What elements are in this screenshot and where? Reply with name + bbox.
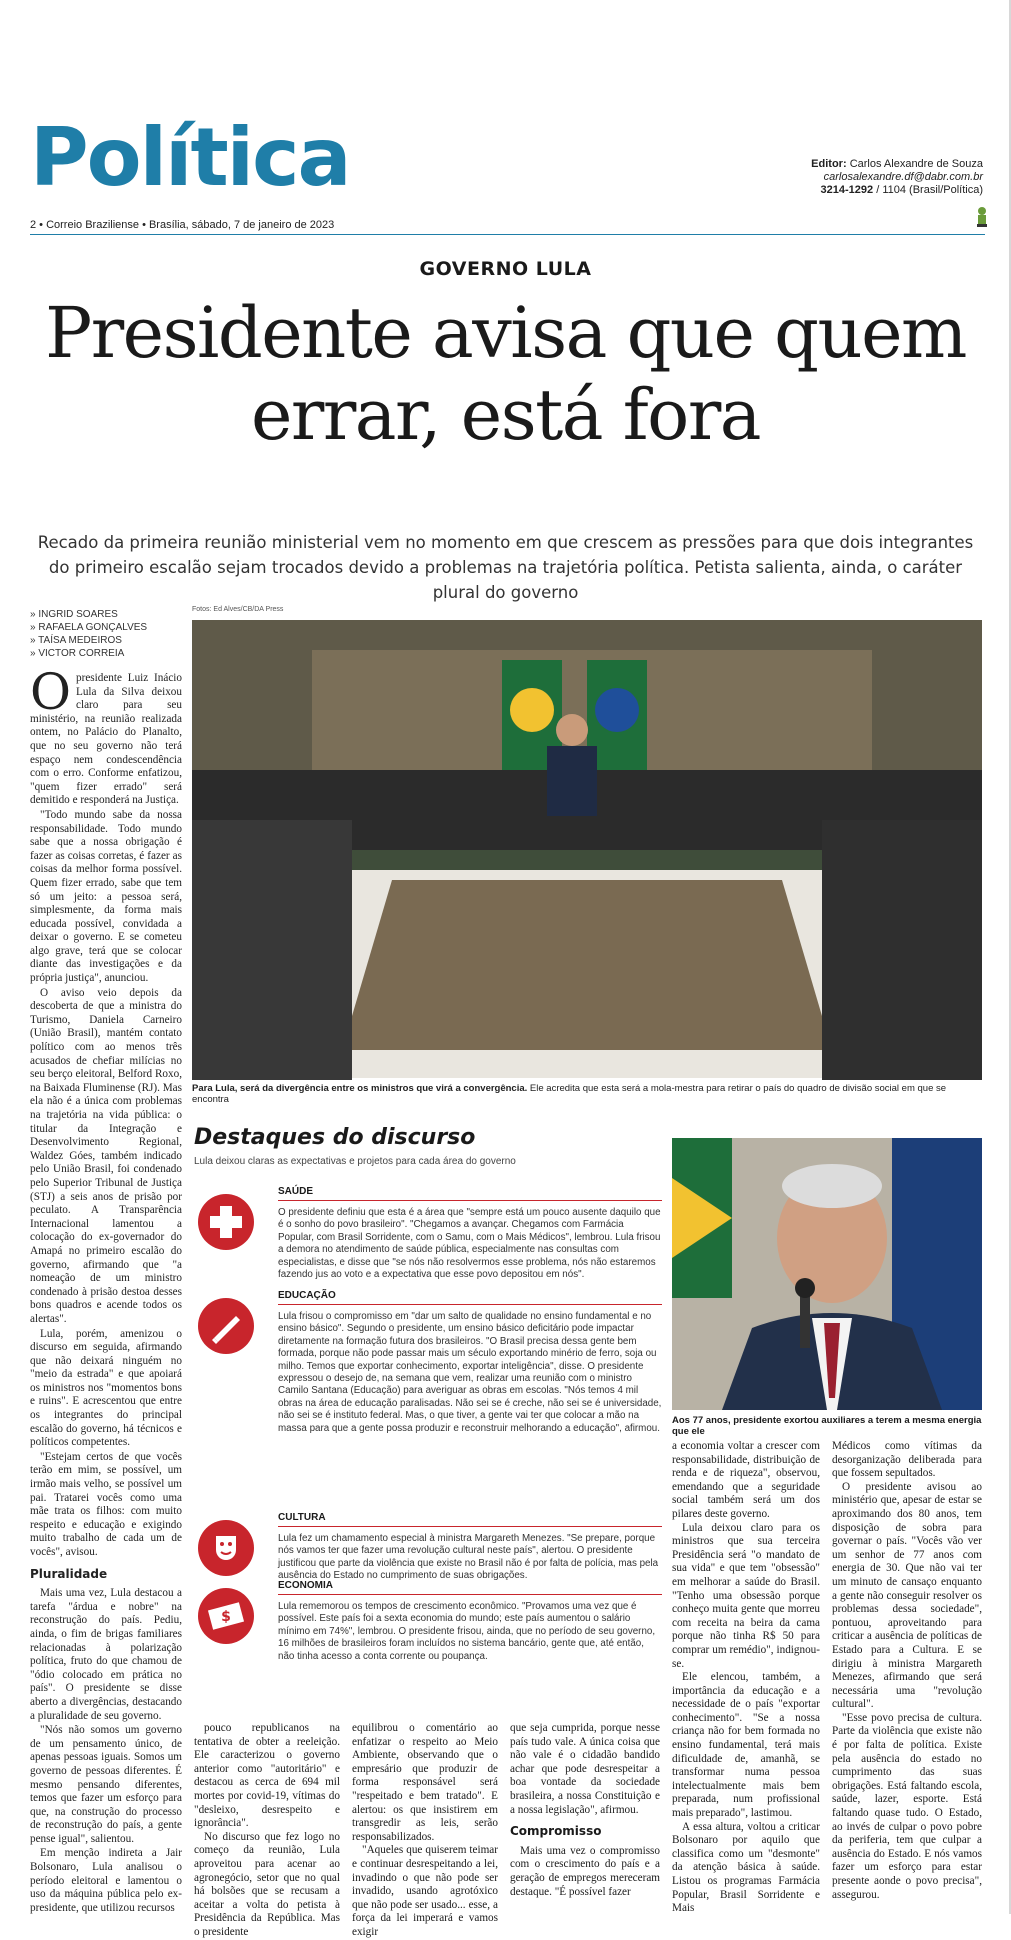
lead-paragraph: Opresidente Luiz Inácio Lula da Silva deixou claro para seu ministério, na reunião realizada ontem, no Palácio do Planalto, que no seu governo não terá espaço nem condescendência com o erro. Conforme enfatizou, "quem fizer errado" será demitido e responderá na Justiça. <box>30 663 182 807</box>
issue-line: 2 • Correio Braziliense • Brasília, sábado, 7 de janeiro de 2023 <box>30 219 335 231</box>
editor-label: Editor: <box>811 158 847 170</box>
paragraph: pouco republicanos na tentativa de obter a reeleição. Ele caracterizou o governo anterior como "autoritário" e destacou as cerca de 694 mil mortes por covid-19, vítimas do "desleixo, desrespeito e ignorância". <box>194 1722 340 1830</box>
paragraph: "Todo mundo sabe da nossa responsabilidade. Todo mundo sabe que a nossa obrigação é fazer as coisas corretas, é fazer as coisas da melhor forma possível. Quem fizer errado, sabe que tem só um jeito: a pessoa será, simplesmente, da forma mais educada possível, convidada a deixar o governo. E se cometeu algo grave, terá que se colocar diante das investigações e da própria justiça", anunciou. <box>30 808 182 985</box>
highlight-education <box>194 1290 662 1520</box>
paragraph: a economia voltar a crescer com responsabilidade, distribuição de renda e de riqueza", observou, emendando que a seguridade social também será um dos pilares deste governo. <box>672 1440 820 1520</box>
highlight-label: EDUCAÇÃO <box>278 1290 662 1305</box>
highlight-label: SAÚDE <box>278 1186 662 1201</box>
paragraph: No discurso que fez logo no começo da reunião, Lula aproveitou para acenar ao agronegócio, setor que no qual há bolsões que se recusam a aceitar a volta do petista à Presidência da República. Mas o presidente <box>194 1830 340 1938</box>
paragraph: Lula, porém, amenizou o discurso em seguida, afirmando que não deixará ninguém no "meio da estrada" e que apoiará os ministros nos "momentos bons e ruins". E acrescentou que entre os integrantes do principal escalão do governo, há técnicos e políticos competentes. <box>30 1327 182 1449</box>
subhead-compromisso: Compromisso <box>510 1824 602 1839</box>
highlight-body <box>278 1512 662 1583</box>
lula-image <box>672 1138 982 1410</box>
kicker: GOVERNO LULA <box>419 258 592 280</box>
paragraph: Em menção indireta a Jair Bolsonaro, Lula analisou o período eleitoral e lamentou o uso da máquina pública pelo ex-presidente, que utilizou recursos <box>30 1847 182 1914</box>
pencil-icon <box>198 1298 254 1354</box>
photo-caption-main <box>192 1083 982 1105</box>
editor-email[interactable]: carlosalexandre.df@dabr.com.br <box>823 171 983 183</box>
editor-box <box>811 158 983 197</box>
column-6 <box>832 1440 982 1902</box>
health-cross-icon <box>198 1194 254 1250</box>
column-4 <box>510 1722 660 1899</box>
highlight-label: CULTURA <box>278 1512 662 1527</box>
highlights-title: Destaques do discurso <box>194 1125 476 1150</box>
highlight-text: Lula rememorou os tempos de crescimento econômico. "Provamos uma vez que é possível. Este país foi a sexta economia do mundo; este país aumentou o salário mínimo em 74%", lembrou. O presidente frisou, ainda, que no período de seu governo, 16 milhões de brasileiros foram incluídos no sistema bancário, gente que, até então, não tinha acesso a conta corrente ou poupança. <box>278 1601 656 1662</box>
mascot-icon <box>975 206 989 228</box>
highlight-label: ECONOMIA <box>278 1580 662 1595</box>
theater-masks-icon <box>198 1520 254 1576</box>
column-3 <box>352 1722 498 1940</box>
header-rule <box>30 234 985 235</box>
highlight-body <box>278 1290 662 1435</box>
highlight-text: Lula fez um chamamento especial à ministra Margareth Menezes. "Se prepare, porque nós vamos ter que fazer uma revolução cultural neste país", alertou. O presidente justificou que parte da violência que existe no Brasil não é por falta de polícia, mas pela ausência do Estado no cumprimento de suas obrigações. <box>278 1533 659 1582</box>
byline: » INGRID SOARES <box>30 608 147 621</box>
photo-caption-secondary <box>672 1415 982 1437</box>
byline: » VICTOR CORREIA <box>30 647 147 660</box>
paragraph: equilibrou o comentário ao enfatizar o respeito ao Meio Ambiente, observando que o empresário que produzir de forma responsável será "respeitado e bem tratado". E alertou: os que insistirem em transgredir as leis, serão responsabilizados. <box>352 1722 498 1843</box>
cabinet-meeting-image <box>192 620 982 1078</box>
highlight-text: Lula frisou o compromisso em "dar um salto de qualidade no ensino fundamental e no ensino básico". Segundo o presidente, um ensino básico deficitário pode impactar diretamente na formação futura dos brasileiros. "O Brasil precisa dessa gente bem formada, porque não pode passar mais um século exportando minério de ferro, soja ou milho. Temos que exportar conhecimento, exportar inteligência", disse. O presidente expressou o desejo de, na semana que vem, realizar uma reunião com o ministro Camilo Santana (Educação) para averiguar as obras em escolas. "Nós temos 4 mil obras na área de educação paralisadas. Não sei se é creche, não sei se é universidade, não sei se é instituto federal. Mas, o que tiver, a gente vai ter que colocar a mão na massa para que a gente possa produzir e reconstruir melhorando a educação", afirmou. <box>278 1311 662 1434</box>
paragraph: "Esse povo precisa de cultura. Parte da violência que existe não é por falta de política. Existe pela ausência do estado no cumprimento das suas obrigações. Está faltando escola, saúde, lazer, esporte. Está faltando quase tudo. O Estado, ao invés de culpar o povo pobre da periferia, tem que culpar a ausência do Estado. E nós vamos fazer um esforço para estar presente aonde o povo precisa", assegurou. <box>832 1711 982 1901</box>
paragraph: Ele elencou, também, a importância da educação e a necessidade de o país "exportar conhecimento". "Se a nossa criança não for bem formada no ensino fundamental, terá mais dificuldade de, amanhã, se transformar numa pessoa intelectualmente mais bem preparada, num profissional mais preparado", lastimou. <box>672 1671 820 1820</box>
lula-photo <box>672 1138 982 1410</box>
paragraph: O aviso veio depois da descoberta de que a ministra do Turismo, Daniela Carneiro (União Brasil), mantém contato político com ao menos três acusados de chefiar milícias no seu berço eleitoral, Belford Roxo, na Baixada Fluminense (RJ). Mas ela não é a única com problemas na trajetória na vida pública: o titular da Integração e Desenvolvimento Regional, Waldez Góes, também indicado pelo União Brasil, foi condenado pelo Superior Tribunal de Justiça (STJ) a seis anos de prisão por peculato. A Transparência Internacional lamentou a colocação do ex-governador do Amapá no primeiro escalão do governo, afirmando que "a nomeação de um ministro condenado à prisão destoa desses bons quadros e acende todos os alertas". <box>30 986 182 1325</box>
left-column <box>30 663 182 1916</box>
caption-bold: Aos 77 anos, presidente exortou auxiliares a terem a mesma energia que ele <box>672 1415 982 1437</box>
cabinet-meeting-photo <box>192 620 982 1078</box>
paragraph: Mais uma vez, Lula destacou a tarefa "árdua e nobre" na reconstrução do país. Pediu, ainda, o fim de brigas familiares relacionadas à polarização política, fruto do que chamou de "ódio colocado em prática no país". O presidente se disse aberto a divergências, destacando a pluralidade de seu governo. <box>30 1587 182 1722</box>
highlight-text: O presidente definiu que esta é a área que "sempre está um pouco ausente daquilo que é o sonho do povo brasileiro". "Chegamos a avançar. Chegamos com Farmácia Popular, com Brasil Sorridente, com o Samu, com o Mais Médicos", lembrou. Lula frisou a demora no atendimento de saúde pública, especialmente nas consultas com especialistas, e disse que "se nós não resolvermos esse problema, nós não estaremos fazendo jus ao voto e a expectativa que esse povo depositou em nós". <box>278 1207 661 1281</box>
money-bill-icon <box>198 1588 254 1644</box>
editor-phone: 3214-1292 <box>820 184 874 196</box>
bylines <box>30 608 147 660</box>
column-2 <box>194 1722 340 1940</box>
caption-rest: Ele acredita que esta será a mola-mestra para retirar o país do quadro de divisão social em que se encontra <box>192 1083 947 1105</box>
paragraph: "Estejam certos de que vocês terão em mim, se possível, um irmão mais velho, se possível um pai. Tratarei vocês como uma mãe trata os filhos: com muito respeito e educação e exigindo muito trabalho de cada um de vocês", avisou. <box>30 1450 182 1558</box>
svg-text:$: $ <box>221 1609 231 1625</box>
editor-name: Carlos Alexandre de Souza <box>849 158 983 170</box>
paragraph: "Nós não somos um governo de um pensamento único, de apenas pessoas iguais. Somos um governo de pessoas diferentes. É mesmo pensando diferentes, temos que fazer um esforço para que, na construção do processo de reconstrução do país, a gente pense igual", salientou. <box>30 1724 182 1845</box>
column-5 <box>672 1440 820 1916</box>
editor-phone-ext: / 1104 (Brasil/Política) <box>873 184 983 196</box>
highlight-health <box>194 1186 662 1306</box>
photo-credit: Fotos: Ed Alves/CB/DA Press <box>192 606 284 613</box>
byline: » RAFAELA GONÇALVES <box>30 621 147 634</box>
caption-bold: Para Lula, será da divergência entre os ministros que virá a convergência. <box>192 1083 528 1094</box>
highlight-body <box>278 1580 662 1663</box>
highlight-economy <box>194 1580 662 1690</box>
byline: » TAÍSA MEDEIROS <box>30 634 147 647</box>
highlights-subtitle: Lula deixou claras as expectativas e projetos para cada área do governo <box>194 1156 516 1167</box>
paragraph: A essa altura, voltou a criticar Bolsonaro por aquilo que classifica como um "desmonte" da atenção básica à saúde. Listou os programas Farmácia Popular, Brasil Sorridente e Mais <box>672 1820 820 1915</box>
paragraph: Lula deixou claro para os ministros que sua terceira Presidência será "o mandato de sua vida" e que tem "obsessão" em melhorar a saúde do Brasil. "Tenho uma obsessão porque conheço muita gente que morreu com receita na beira da cama porque não tinha R$ 50 para comprar um remédio", indignou-se. <box>672 1521 820 1670</box>
section-title: Política <box>30 111 350 204</box>
paragraph: Mais uma vez o compromisso com o crescimento do país e a geração de empregos mereceram destaque. "É possível fazer <box>510 1844 660 1898</box>
headline: Presidente avisa que quem errar, está fora <box>45 292 966 456</box>
highlight-body <box>278 1186 662 1281</box>
standfirst: Recado da primeira reunião ministerial vem no momento em que crescem as pressões para que dois integrantes do primeiro escalão sejam trocados devido a problemas na trajetória política. Petista salienta, ainda, o caráter plural do governo <box>37 533 974 602</box>
paragraph: "Aqueles que quiserem teimar e continuar desrespeitando a lei, invadindo o que não pode ser invadido, usando agrotóxico que não pode ser usado... esse, a força da lei imperará e vamos exigir <box>352 1844 498 1938</box>
paragraph: O presidente avisou ao ministério que, apesar de estar se aproximando dos 80 anos, tem disposição de sobra para governar o país. "Vocês vão ver um senhor de 77 anos com energia de 30. Que não vai ter um minuto de cansaço enquanto a gente não conseguir resolver os problemas dessa sociedade", pontuou, aproveitando para criticar a ausência de políticas de Estado para a Cultura. E se dirigiu à ministra Margareth Menezes, afirmando que será necessária uma "revolução cultural". <box>832 1480 982 1711</box>
paragraph: Médicos como vítimas da desorganização deliberada para que fossem sepultados. <box>832 1440 982 1480</box>
paragraph: que seja cumprida, porque nesse país tudo vale. A única coisa que não vale é o cidadão bandido achar que pode desrespeitar a boa vontade da sociedade brasileira, a nossa Constituição e a nossa legislação", afirmou. <box>510 1722 660 1816</box>
subhead-pluralidade: Pluralidade <box>30 1566 108 1581</box>
